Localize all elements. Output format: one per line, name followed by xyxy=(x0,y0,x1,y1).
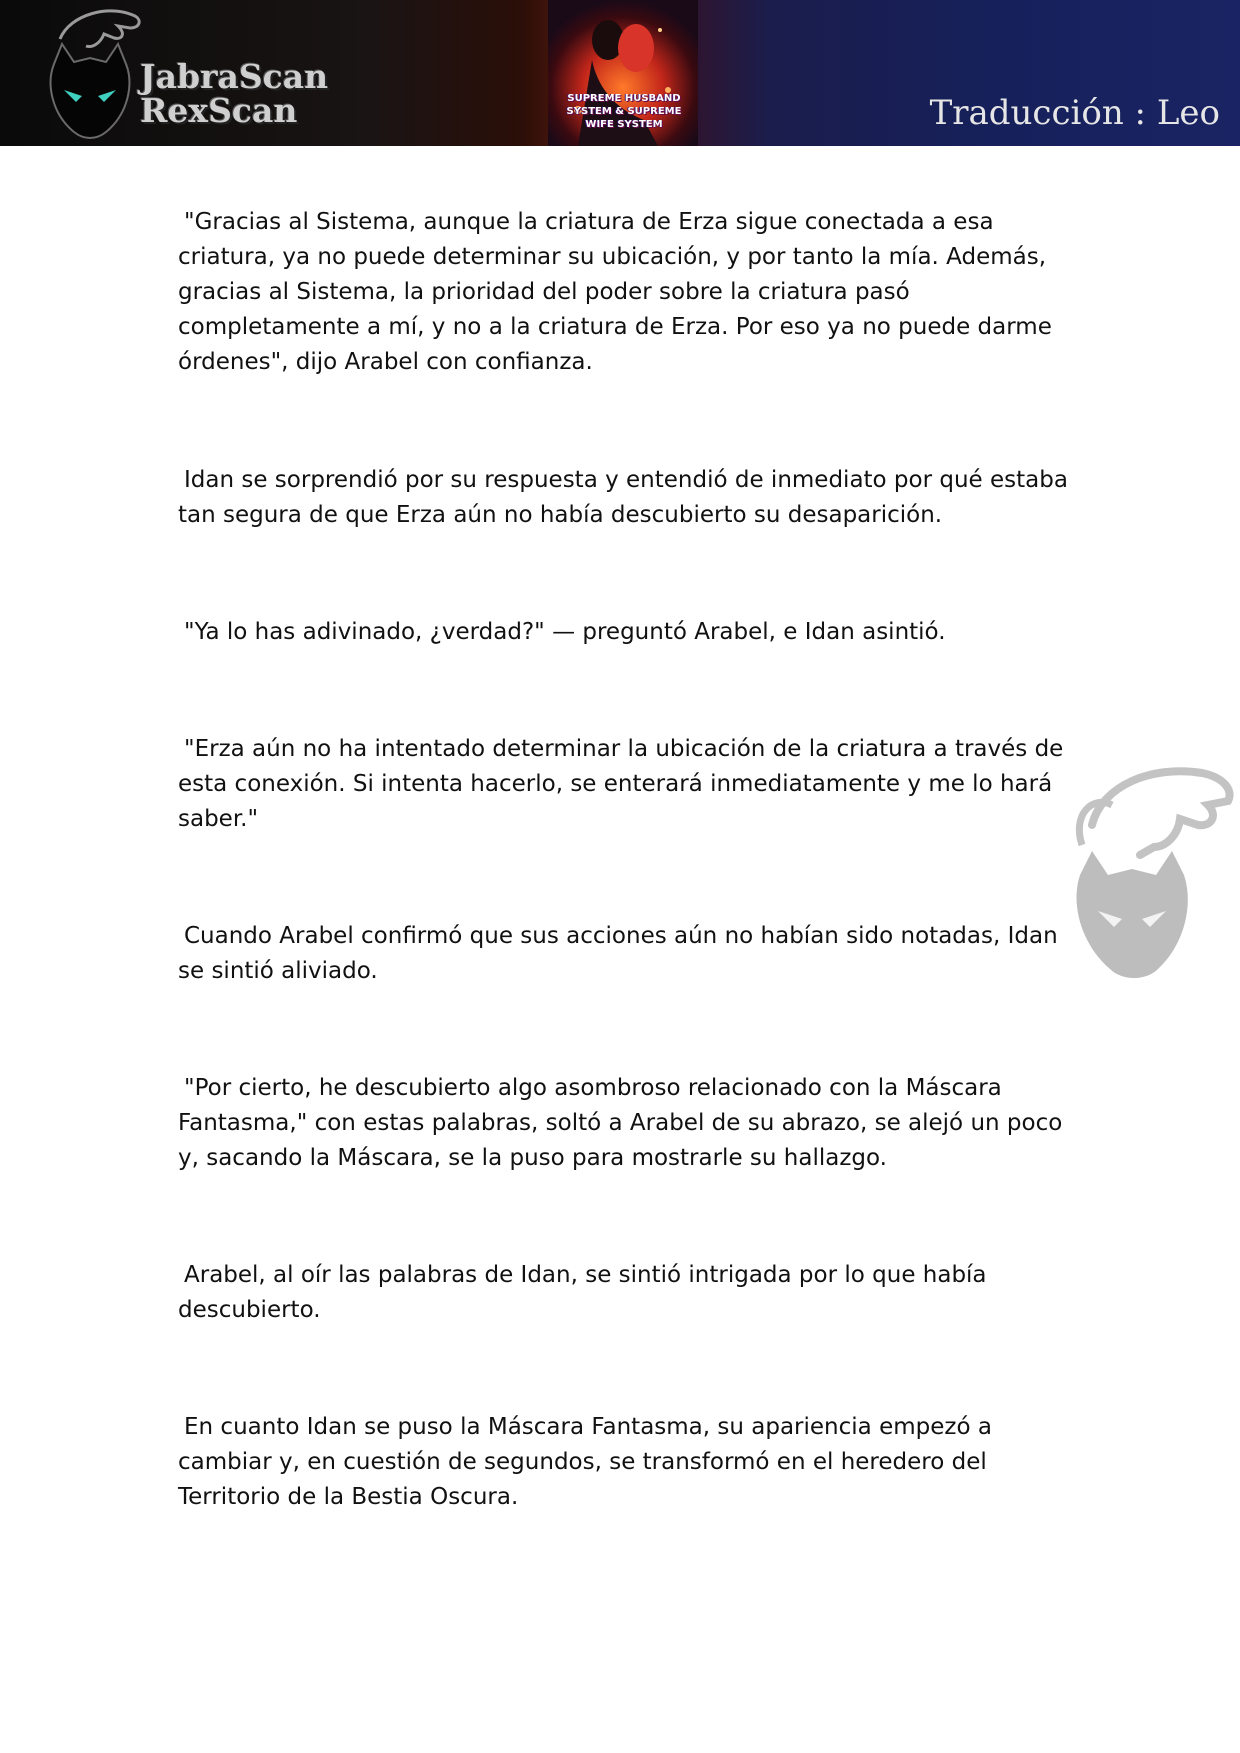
brand-name xyxy=(140,57,329,130)
dinosaur-demon-watermark-icon xyxy=(1062,755,1240,985)
chapter-text xyxy=(178,205,1068,1515)
paragraph-2: Idan se sorprendió por su respuesta y entendió de inmediato por qué estaba tan segura de que Erza aún no había descubierto su desaparición. xyxy=(178,467,1068,528)
brand-line-2: RexScan xyxy=(140,91,298,130)
paragraph-4: "Erza aún no ha intentado determinar la ubicación de la criatura a través de esta conexión. Si intenta hacerlo, se enterará inmediatamente y me lo hará saber." xyxy=(178,736,1064,832)
novel-title: SUPREME HUSBAND SYSTEM & SUPREME WIFE SYSTEM xyxy=(566,93,682,130)
header-banner xyxy=(0,0,1240,146)
paragraph-3: "Ya lo has adivinado, ¿verdad?" — preguntó Arabel, e Idan asintió. xyxy=(184,619,946,645)
paragraph-8: En cuanto Idan se puso la Máscara Fantasma, su apariencia empezó a cambiar y, en cuestión de segundos, se transformó en el heredero del Territorio de la Bestia Oscura. xyxy=(178,1414,992,1510)
brand-line-1: JabraScan xyxy=(140,57,329,96)
translation-credit: Traducción : Leo xyxy=(929,93,1220,133)
paragraph-6: "Por cierto, he descubierto algo asombroso relacionado con la Máscara Fantasma," con estas palabras, soltó a Arabel de su abrazo, se alejó un poco y, sacando la Máscara, se la puso para mostrarle su hallazgo. xyxy=(178,1075,1063,1171)
paragraph-1: "Gracias al Sistema, aunque la criatura de Erza sigue conectada a esa criatura, ya no puede determinar su ubicación, y por tanto la mía. Además, gracias al Sistema, la prioridad del poder sobre la criatura pasó completamente a mí, y no a la criatura de Erza. Por eso ya no puede darme órdenes", dijo Arabel con confianza. xyxy=(178,209,1052,375)
paragraph-7: Arabel, al oír las palabras de Idan, se sintió intrigada por lo que había descubierto. xyxy=(178,1262,987,1323)
paragraph-5: Cuando Arabel confirmó que sus acciones aún no habían sido notadas, Idan se sintió aliviado. xyxy=(178,923,1058,984)
dinosaur-demon-logo-icon xyxy=(30,4,150,144)
